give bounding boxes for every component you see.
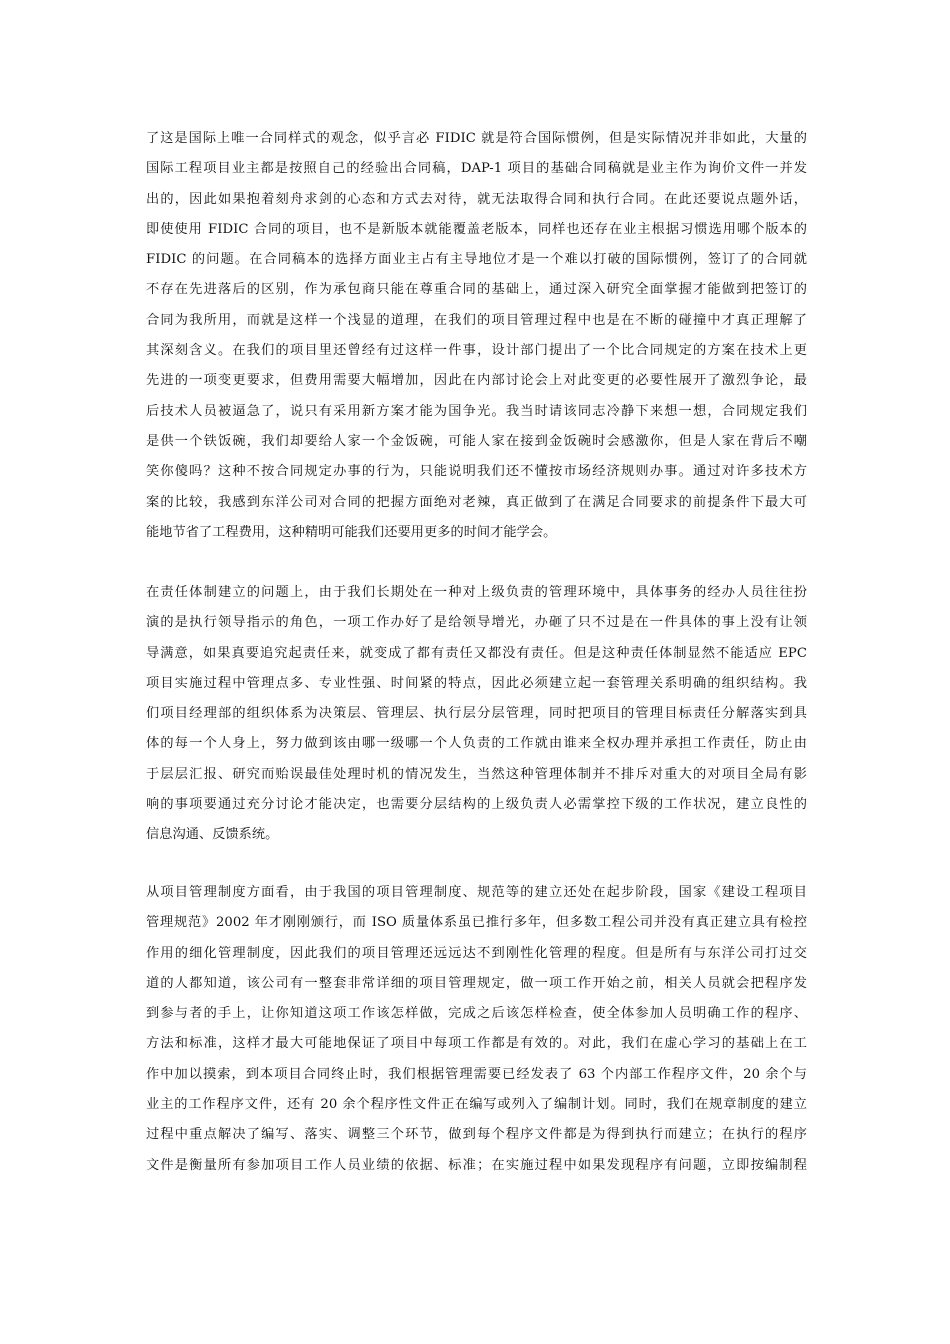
text-line: 项目实施过程中管理点多、专业性强、时间紧的特点，因此必须建立起一套管理关系明确的组织结构。我 xyxy=(146,675,807,691)
paragraph-contract-selection xyxy=(146,124,807,548)
text-line: 体的每一个人身上，努力做到该由哪一级哪一个人负责的工作就由谁来全权办理并承担工作责任，防止由 xyxy=(146,736,807,752)
text-line: 导满意，如果真要追究起责任来，就变成了都有责任又都没有责任。但是这种责任体制显然不能适应 EPC xyxy=(146,645,807,661)
text-line: 从项目管理制度方面看，由于我国的项目管理制度、规范等的建立还处在起步阶段，国家《建设工程项目 xyxy=(146,885,807,900)
text-line: 演的是执行领导指示的角色，一项工作办好了是给领导增光，办砸了只不过是在一件具体的事上没有让领 xyxy=(146,615,807,631)
text-line: FIDIC 的问题。在合同稿本的选择方面业主占有主导地位才是一个难以打破的国际惯例，签订了的合同就 xyxy=(146,252,807,268)
text-line: 响的事项要通过充分讨论才能决定，也需要分层结构的上级负责人必需掌控下级的工作状况，建立良性的 xyxy=(146,797,807,813)
paragraph-responsibility-system xyxy=(146,578,807,851)
text-line: 作中加以摸索，到本项目合同终止时，我们根据管理需要已经发表了 63 个内部工作程序文件，20 余个与 xyxy=(146,1066,807,1082)
text-line: 到参与者的手上，让你知道这项工作该怎样做，完成之后该怎样检查，使全体参加人员明确工作的程序、 xyxy=(146,1006,807,1022)
text-line: 方法和标准，这样才最大可能地保证了项目中每项工作都是有效的。对此，我们在虚心学习的基础上在工 xyxy=(146,1036,807,1052)
text-line: 于层层汇报、研究而贻误最佳处理时机的情况发生，当然这种管理体制并不排斥对重大的对项目全局有影 xyxy=(146,766,807,782)
text-line: 文件是衡量所有参加项目工作人员业绩的依据、标准；在实施过程中如果发现程序有问题，立即按编制程 xyxy=(146,1157,807,1173)
text-line: 先进的一项变更要求，但费用需要大幅增加，因此在内部讨论会上对此变更的必要性展开了激烈争论，最 xyxy=(146,373,807,389)
text-line: 不存在先进落后的区别，作为承包商只能在尊重合同的基础上，通过深入研究全面掌握才能做到把签订的 xyxy=(146,282,807,298)
text-line: 道的人都知道，该公司有一整套非常详细的项目管理规定，做一项工作开始之前，相关人员就会把程序发 xyxy=(146,975,807,991)
text-line: 在责任体制建立的问题上，由于我们长期处在一种对上级负责的管理环境中，具体事务的经办人员往往扮 xyxy=(146,585,807,600)
text-line: 笑你傻吗？这种不按合同规定办事的行为，只能说明我们还不懂按市场经济规则办事。通过对许多技术方 xyxy=(146,464,807,480)
text-line: 管理规范》2002 年才刚刚颁行，而 ISO 质量体系虽已推行多年，但多数工程公司并没有真正建立具有检控 xyxy=(146,915,807,931)
text-line: 信息沟通、反馈系统。 xyxy=(146,827,279,843)
text-line: 们项目经理部的组织体系为决策层、管理层、执行层分层管理，同时把项目的管理目标责任分解落实到具 xyxy=(146,706,807,722)
text-line: 即使使用 FIDIC 合同的项目，也不是新版本就能覆盖老版本，同样也还存在业主根据习惯选用哪个版本的 xyxy=(146,221,807,237)
text-line: 案的比较，我感到东洋公司对合同的把握方面绝对老辣，真正做到了在满足合同要求的前提条件下最大可 xyxy=(146,494,807,510)
text-line: 作用的细化管理制度，因此我们的项目管理还远远达不到刚性化管理的程度。但是所有与东洋公司打过交 xyxy=(146,945,807,961)
text-line: 后技术人员被逼急了，说只有采用新方案才能为国争光。我当时请该同志冷静下来想一想，合同规定我们 xyxy=(146,403,807,419)
paragraph-management-system xyxy=(146,878,807,1181)
text-line: 业主的工作程序文件，还有 20 余个程序性文件正在编写或列入了编制计划。同时，我们在规章制度的建立 xyxy=(146,1097,807,1113)
text-line: 是供一个铁饭碗，我们却要给人家一个金饭碗，可能人家在接到金饭碗时会感激你，但是人家在背后不嘲 xyxy=(146,433,807,449)
text-line: 出的，因此如果抱着刻舟求剑的心态和方式去对待，就无法取得合同和执行合同。在此还要说点题外话， xyxy=(146,191,807,207)
text-line: 过程中重点解决了编写、落实、调整三个环节，做到每个程序文件都是为得到执行而建立；在执行的程序 xyxy=(146,1127,807,1143)
text-line: 其深刻含义。在我们的项目里还曾经有过这样一件事，设计部门提出了一个比合同规定的方案在技术上更 xyxy=(146,343,807,359)
text-line: 国际工程项目业主都是按照自己的经验出合同稿，DAP-1 项目的基础合同稿就是业主作为询价文件一并发 xyxy=(146,161,807,177)
text-line: 能地节省了工程费用，这种精明可能我们还要用更多的时间才能学会。 xyxy=(146,524,557,540)
text-line: 合同为我所用，而就是这样一个浅显的道理，在我们的项目管理过程中也是在不断的碰撞中才真正理解了 xyxy=(146,312,807,328)
text-line: 了这是国际上唯一合同样式的观念，似乎言必 FIDIC 就是符合国际惯例，但是实际情况并非如此，大量的 xyxy=(146,131,807,146)
